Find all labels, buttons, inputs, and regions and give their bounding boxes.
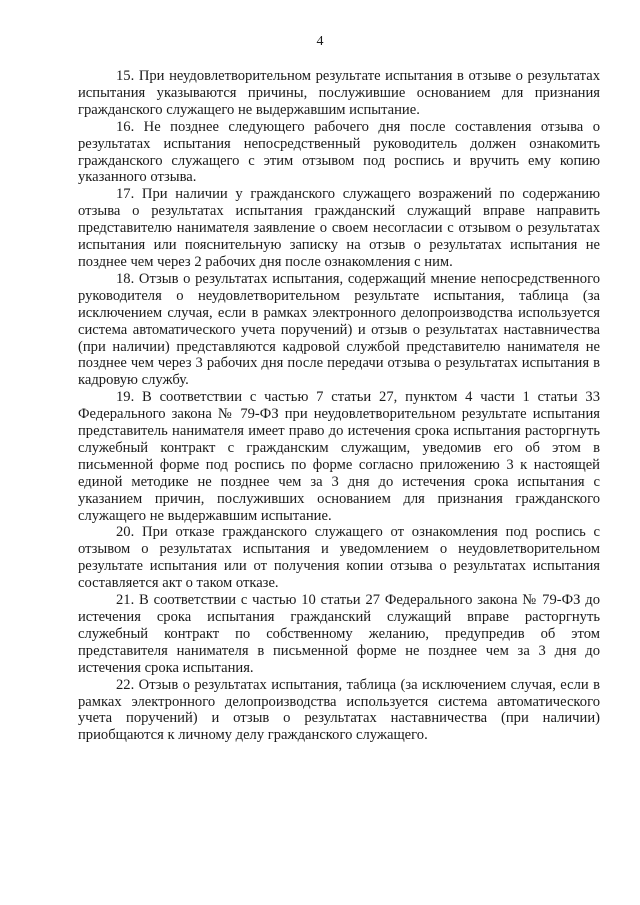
document-body [78,68,600,744]
paragraph-17: 17. При наличии у гражданского служащего возражений по содержанию отзыва о результатах испытания гражданский служащий вправе направить представителю нанимателя заявление о своем несогласии с отзывом о результатах испытания или пояснительную записку на отзыв о результатах испытания не позднее чем через 2 рабочих дня после ознакомления с ним. [78,186,600,270]
paragraph-20: 20. При отказе гражданского служащего от ознакомления под роспись с отзывом о результатах испытания и уведомлением о неудовлетворительном результате испытания или от получения копии отзыва о результатах испытания составляется акт о таком отказе. [78,524,600,592]
paragraph-16: 16. Не позднее следующего рабочего дня после составления отзыва о результатах испытания непосредственный руководитель должен ознакомить гражданского служащего с этим отзывом под роспись и вручить ему копию указанного отзыва. [78,118,600,186]
paragraph-15: 15. При неудовлетворительном результате испытания в отзыве о результатах испытания указываются причины, послужившие основанием для признания гражданского служащего не выдержавшим испытание. [78,68,600,118]
paragraph-22: 22. Отзыв о результатах испытания, таблица (за исключением случая, если в рамках электронного делопроизводства используется система автоматического учета поручений) и отзыв о результатах наставничества (при наличии) приобщаются к личному делу гражданского служащего. [78,676,600,744]
paragraph-19: 19. В соответствии с частью 7 статьи 27, пунктом 4 части 1 статьи 33 Федерального закона № 79-ФЗ при неудовлетворительном результате испытания представитель нанимателя имеет право до истечения срока испытания расторгнуть служебный контракт с гражданским служащим, уведомив его об этом в письменной форме под роспись по форме согласно приложению 3 к настоящей единой методике не позднее чем за 3 дня до истечения срока испытания с указанием причин, послуживших основанием для признания гражданского служащего не выдержавшим испытание. [78,389,600,524]
paragraph-18: 18. Отзыв о результатах испытания, содержащий мнение непосредственного руководителя о неудовлетворительном результате испытания, таблица (за исключением случая, если в рамках электронного делопроизводства используется система автоматического учета поручений) и отзыв о результатах наставничества (при наличии) представляются кадровой службой представителю нанимателя не позднее чем через 3 рабочих дня после передачи отзыва о результатах испытания в кадровую службу. [78,270,600,389]
paragraph-21: 21. В соответствии с частью 10 статьи 27 Федерального закона № 79-ФЗ до истечения срока испытания гражданский служащий вправе расторгнуть служебный контракт по собственному желанию, предупредив об этом представителя нанимателя в письменной форме не позднее чем за 3 дня до истечения срока испытания. [78,592,600,676]
page-number: 4 [316,34,324,49]
